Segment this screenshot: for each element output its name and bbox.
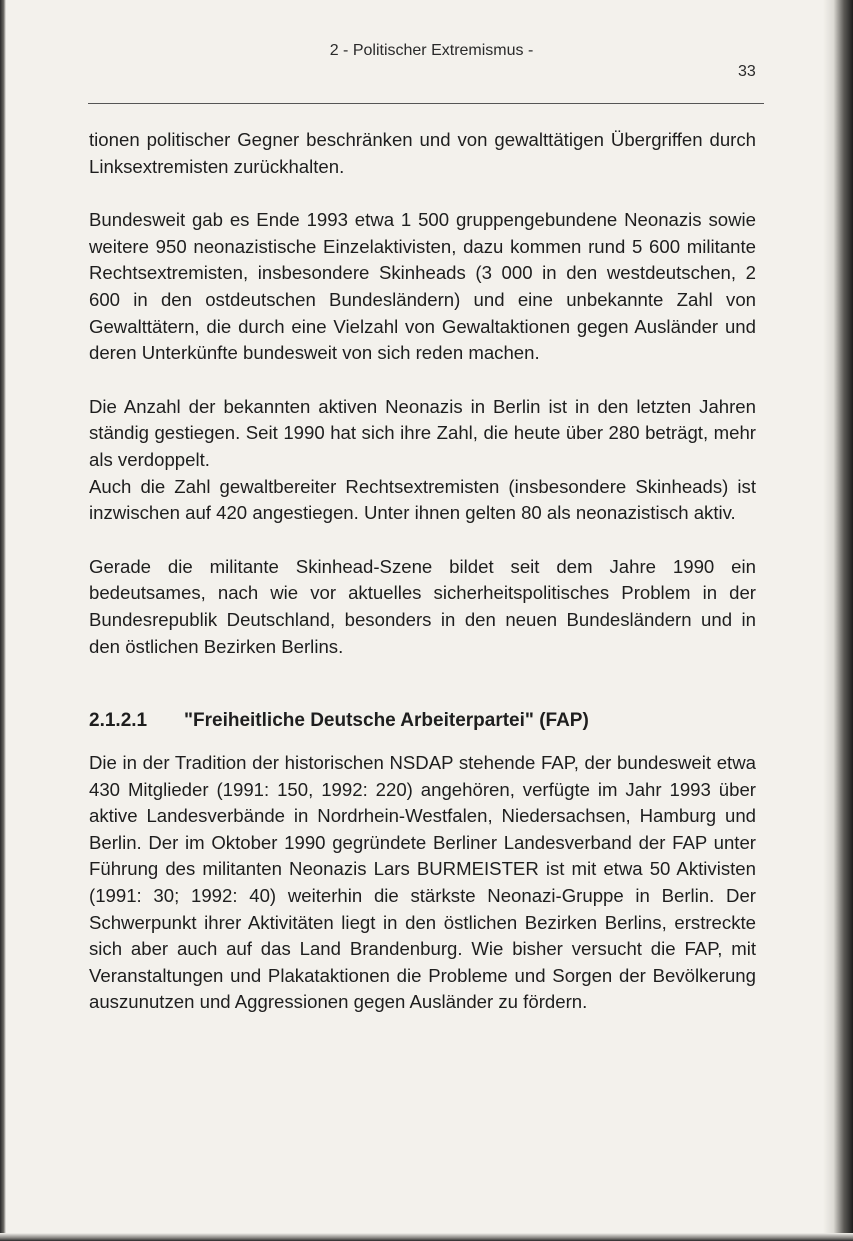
section-number: 2.1.2.1 [89, 710, 148, 732]
page-left-shadow [0, 0, 6, 1241]
running-header: 2 - Politischer Extremismus - [329, 42, 534, 59]
paragraph: Die Anzahl der bekannten aktiven Neonazis in Berlin ist in den letzten Jahren ständig gestiegen. Seit 1990 hat sich ihre Zahl, die heute über 280 beträgt, mehr als verdoppelt. [89, 395, 756, 470]
paragraph: Auch die Zahl gewaltbereiter Rechtsextremisten (insbesondere Skinheads) ist inzwischen auf 420 angestiegen. Unter ihnen gelten 80 als neonazistisch aktiv. [89, 475, 756, 524]
section-heading [89, 708, 756, 734]
section-title: "Freiheitliche Deutsche Arbeiterpartei" (FAP) [184, 710, 589, 732]
paragraph: Die in der Tradition der historischen NSDAP stehende FAP, der bundesweit etwa 430 Mitglieder (1991: 150, 1992: 220) angehören, verfügte im Jahr 1993 über aktive Landesverbände in Nordrhein-Westfalen, Niedersachsen, Hamburg und Berlin. Der im Oktober 1990 gegründete Berliner Landesverband der FAP unter Führung des militanten Neonazis Lars BURMEISTER ist mit etwa 50 Aktivisten (1991: 30; 1992: 40) weiterhin die stärkste Neonazi-Gruppe in Berlin. Der Schwerpunkt ihrer Aktivitäten liegt in den östlichen Bezirken Berlins, erstreckte sich aber auch auf das Land Brandenburg. Wie bisher versucht die FAP, mit Veranstaltungen und Plakataktionen die Probleme und Sorgen der Bevölkerung auszunutzen und Aggressionen gegen Ausländer zu fördern. [89, 752, 756, 1013]
page-body [89, 127, 756, 1016]
header-divider [88, 103, 764, 104]
page-right-shadow [823, 0, 853, 1241]
page-bottom-shadow [0, 1233, 853, 1241]
paragraph: Bundesweit gab es Ende 1993 etwa 1 500 gruppengebundene Neonazis sowie weitere 950 neonazistische Einzelaktivisten, dazu kommen rund 5 600 militante Rechtsextremisten, insbesondere Skinheads (3 000 in den westdeutschen, 2 600 in den ostdeutschen Bundesländern) und eine unbekannte Zahl von Gewalttätern, die durch eine Vielzahl von Gewaltaktionen gegen Ausländer und deren Unterkünfte bundesweit von sich reden machen. [89, 209, 756, 364]
page-number: 33 [738, 63, 756, 80]
paragraph: Gerade die militante Skinhead-Szene bildet seit dem Jahre 1990 ein bedeutsames, nach wie vor aktuelles sicherheitspolitisches Problem in der Bundesrepublik Deutschland, besonders in den neuen Bundesländern und in den östlichen Bezirken Berlins. [89, 555, 756, 657]
paragraph: tionen politischer Gegner beschränken und von gewalttätigen Übergriffen durch Linksextremisten zurückhalten. [89, 129, 756, 177]
